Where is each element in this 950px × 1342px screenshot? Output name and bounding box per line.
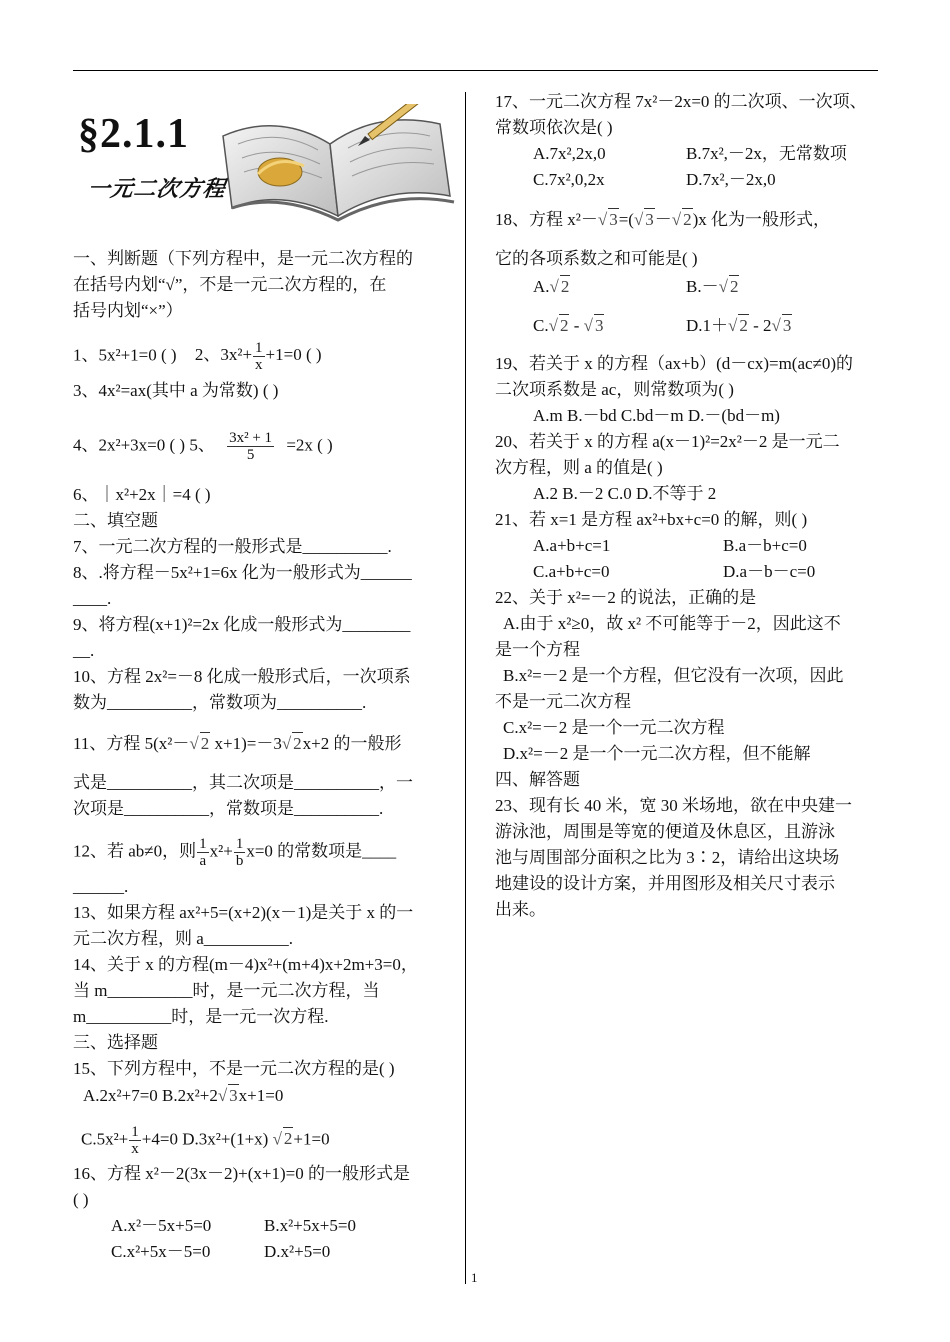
question-22-option-d: D.x²=－2 是一个一元二次方程，但不能解 [503, 744, 811, 763]
question-10: 10、方程 2x²=－8 化成一般形式后，一次项系 [73, 667, 411, 686]
fraction: $\frac{1}{x}$ [255, 340, 263, 373]
question-1 [73, 340, 322, 373]
question-23-cont: 游泳池，周围是等宽的便道及休息区，且游泳 [495, 822, 835, 841]
open-book-illustration [218, 104, 458, 222]
question-22-option-b-cont: 不是一元二次方程 [495, 692, 631, 711]
question-2 [194, 340, 322, 373]
question-23-cont: 地建设的设计方案，并用图形及相关尺寸表示 [495, 874, 835, 893]
question-9: 9、将方程(x+1)²=2x 化成一般形式为________ [73, 615, 411, 634]
question-11-cont: 式是__________，其二次项是__________，一 [73, 773, 413, 792]
question-3: 3、4x²=ax(其中 a 为常数) ( ) [73, 381, 279, 400]
question-17-cont: 常数项依次是( ) [495, 118, 613, 137]
question-20-options: A.2 B.－2 C.0 D.不等于 2 [533, 484, 717, 503]
question-17-option-a: A.7x²,2x,0 [533, 144, 606, 163]
question-14-cont: m__________时，是一元一次方程. [73, 1007, 329, 1026]
question-16-option-d: D.x²+5=0 [264, 1242, 331, 1261]
question-11-cont: 次项是__________，常数项是__________. [73, 799, 384, 818]
question-16-cont: ( ) [73, 1190, 89, 1209]
question-14-cont: 当 m__________时，是一元二次方程，当 [73, 981, 380, 1000]
page-number: 1 [471, 1270, 478, 1285]
section-title: §2.1.1 [78, 111, 189, 157]
question-22-option-c: C.x²=－2 是一个一元二次方程 [503, 718, 725, 737]
question-18-option-d: D.1＋√ 2 - 2√ 3 [686, 316, 792, 335]
question-2-text-end: +1=0 ( ) [265, 345, 322, 365]
question-18: 18、方程 x²－√ 3=(√ 3－√ 2)x 化为一般形式， [495, 210, 831, 229]
question-18-option-b: B.－√ 2 [686, 277, 739, 296]
question-15-options-cd: C.5x²+ $\frac{1}{x}$ +4=0 D.3x²+(1+x) √ 2+1=0 [81, 1124, 330, 1157]
question-14: 14、关于 x 的方程(m－4)x²+(m+4)x+2m+3=0， [73, 955, 418, 974]
fraction: $\frac{\text{3x² + 1}}{5}$ [229, 430, 273, 463]
question-20-cont: 次方程，则 a 的值是( ) [495, 458, 663, 477]
section-3-heading: 三、选择题 [73, 1033, 158, 1052]
question-21-option-b: B.a－b+c=0 [723, 536, 807, 555]
question-16: 16、方程 x²－2(3x－2)+(x+1)=0 的一般形式是 [73, 1164, 411, 1183]
section-subtitle: 一元二次方程 [85, 177, 228, 202]
question-12-cont: ______. [73, 877, 129, 896]
question-19: 19、若关于 x 的方程（ax+b）(d－cx)=m(ac≠0)的 [495, 354, 854, 373]
question-7: 7、一元二次方程的一般形式是__________. [73, 537, 392, 556]
top-rule [73, 70, 878, 71]
question-13: 13、如果方程 ax²+5=(x+2)(x－1)是关于 x 的一 [73, 903, 414, 922]
question-21: 21、若 x=1 是方程 ax²+bx+c=0 的解，则( ) [495, 510, 808, 529]
question-8: 8、.将方程－5x²+1=6x 化为一般形式为______ [73, 563, 412, 582]
question-4-text: 4、2x²+3x=0 ( ) 5、 [73, 435, 215, 455]
question-21-option-a: A.a+b+c=1 [533, 536, 611, 555]
section-1-heading-cont: 在括号内划“√”，不是一元二次方程的，在 [73, 275, 387, 294]
question-23: 23、现有长 40 米，宽 30 米场地，欲在中央建一 [495, 796, 852, 815]
question-17-option-d: D.7x²,－2x,0 [686, 170, 776, 189]
question-1-text: 1、5x²+1=0 ( ) [73, 345, 177, 365]
question-23-cont: 出来。 [495, 900, 546, 919]
question-13-cont: 元二次方程，则 a__________. [73, 929, 294, 948]
question-22-option-b: B.x²=－2 是一个方程，但它没有一次项，因此 [503, 666, 844, 685]
question-17-option-b: B.7x²,－2x，无常数项 [686, 144, 847, 163]
question-15-options-ab: A.2x²+7=0 B.2x²+2√ 3x+1=0 [83, 1086, 284, 1105]
section-1-heading-cont: 括号内划“×”） [73, 301, 183, 320]
section-2-heading: 二、填空题 [73, 511, 158, 530]
question-18-cont: 它的各项系数之和可能是( ) [495, 249, 698, 268]
question-16-option-c: C.x²+5x－5=0 [111, 1242, 211, 1261]
question-12: 12、若 ab≠0，则 $\frac{1}{a}$ x²+ $\frac{1}{b}$ x=0 的常数项是____ [73, 836, 397, 869]
question-5-text: =2x ( ) [286, 435, 333, 455]
question-19-options: A.m B.－bd C.bd－m D.－(bd－m) [533, 406, 780, 425]
question-17-option-c: C.7x²,0,2x [533, 170, 605, 189]
section-4-heading: 四、解答题 [495, 770, 580, 789]
question-21-option-d: D.a－b－c=0 [723, 562, 816, 581]
question-18-option-a: A.√ 2 [533, 277, 570, 296]
question-2-text: 2、3x²+ [194, 345, 253, 365]
question-10-cont: 数为__________，常数项为__________. [73, 693, 367, 712]
question-22: 22、关于 x²=－2 的说法，正确的是 [495, 588, 757, 607]
question-11: 11、方程 5(x²－√ 2 x+1)=－3√ 2x+2 的一般形 [73, 734, 402, 753]
question-16-option-b: B.x²+5x+5=0 [264, 1216, 356, 1235]
question-15: 15、下列方程中，不是一元二次方程的是( ) [73, 1059, 395, 1078]
question-21-option-c: C.a+b+c=0 [533, 562, 610, 581]
question-22-option-a: A.由于 x²≥0，故 x² 不可能等于－2，因此这不 [503, 614, 841, 633]
question-16-option-a: A.x²－5x+5=0 [111, 1216, 212, 1235]
question-22-option-a-cont: 是一个方程 [495, 640, 580, 659]
question-18-option-c: C.√ 2 - √ 3 [533, 316, 604, 335]
question-6: 6、｜x²+2x｜=4 ( ) [73, 485, 211, 504]
question-8-cont: ____. [73, 589, 112, 608]
column-divider [465, 92, 466, 1284]
question-9-cont: __. [73, 641, 95, 660]
question-20: 20、若关于 x 的方程 a(x－1)²=2x²－2 是一元二 [495, 432, 840, 451]
question-23-cont: 池与周围部分面积之比为 3∶2，请给出这块场 [495, 848, 840, 867]
question-19-cont: 二次项系数是 ac，则常数项为( ) [495, 380, 734, 399]
question-17: 17、一元二次方程 7x²－2x=0 的二次项、一次项、 [495, 92, 867, 111]
section-1-heading: 一、判断题（下列方程中，是一元二次方程的 [73, 249, 413, 268]
question-4-5 [73, 430, 333, 463]
